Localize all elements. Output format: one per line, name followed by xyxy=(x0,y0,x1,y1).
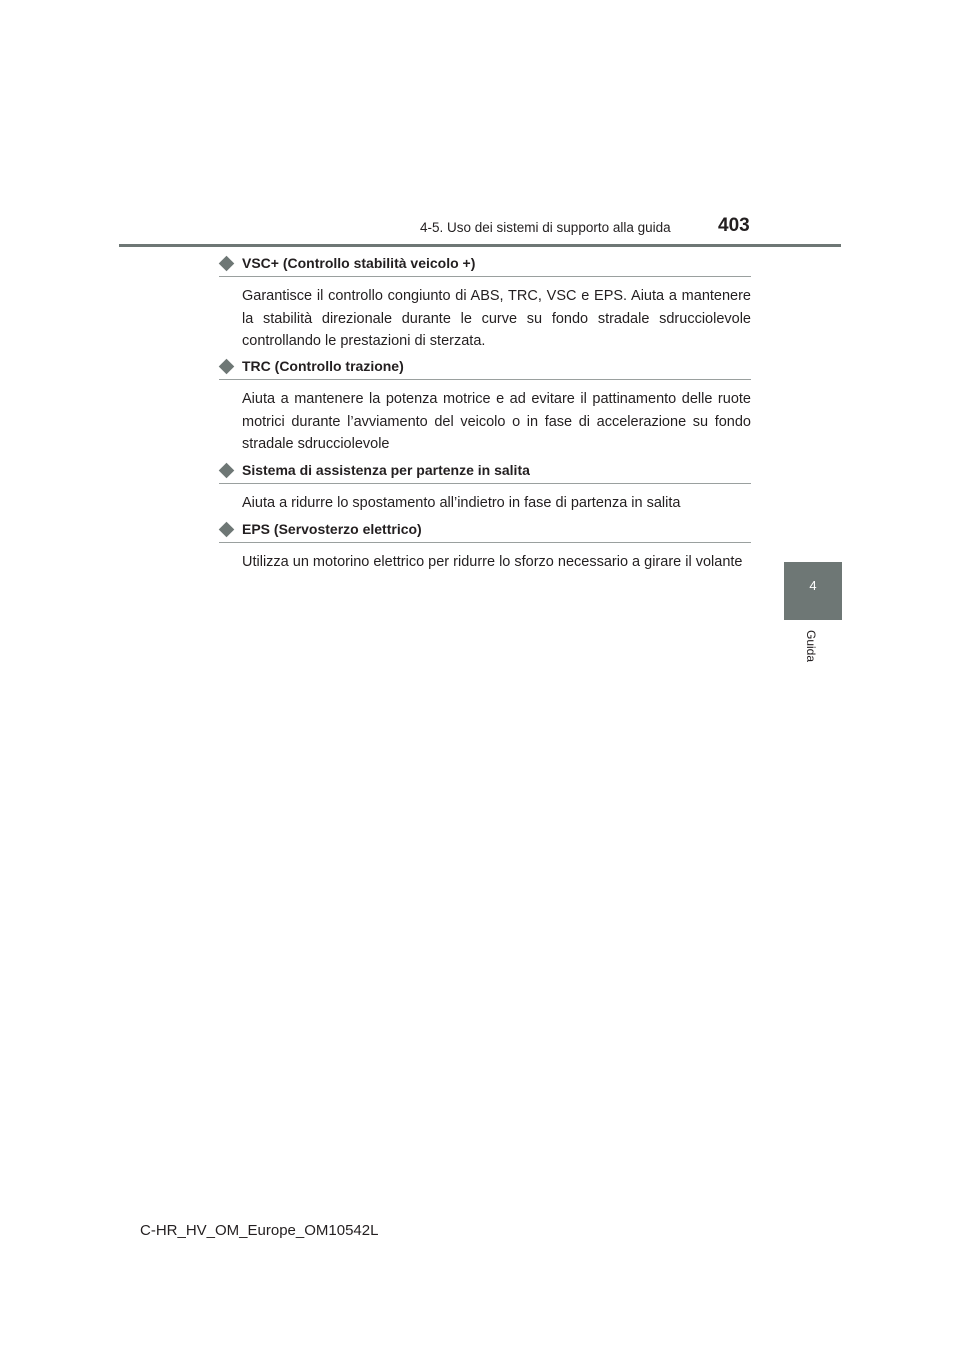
section-body: Garantisce il controllo congiunto di ABS, TRC, VSC e EPS. Aiuta a mantenere la stabilità direzionale durante le curve su fondo stradale sdrucciolevole controllando le prestazioni di sterzata. xyxy=(242,288,751,349)
document-code: C-HR_HV_OM_Europe_OM10542L xyxy=(140,1222,379,1239)
header-divider xyxy=(119,244,841,247)
section-header-title: 4-5. Uso dei sistemi di supporto alla guida xyxy=(420,220,671,235)
section-trc xyxy=(219,355,751,459)
main-content xyxy=(219,252,751,574)
section-heading xyxy=(219,355,751,380)
diamond-icon xyxy=(219,462,235,478)
section-heading-text: Sistema di assistenza per partenze in salita xyxy=(242,462,530,478)
section-heading xyxy=(219,459,751,484)
section-body: Aiuta a ridurre lo spostamento all’indietro in fase di partenza in salita xyxy=(242,495,681,511)
section-heading-text: VSC+ (Controllo stabilità veicolo +) xyxy=(242,255,476,271)
diamond-icon xyxy=(219,255,235,271)
page-number: 403 xyxy=(718,215,750,236)
chapter-tab xyxy=(784,562,842,620)
section-heading-text: TRC (Controllo trazione) xyxy=(242,358,404,374)
chapter-tab-label: Guida xyxy=(804,630,818,663)
chapter-tab-number: 4 xyxy=(809,578,817,593)
section-heading xyxy=(219,518,751,543)
section-vsc xyxy=(219,252,751,355)
section-heading xyxy=(219,252,751,277)
section-heading-text: EPS (Servosterzo elettrico) xyxy=(242,521,422,537)
section-eps xyxy=(219,518,751,574)
section-body: Aiuta a mantenere la potenza motrice e ad evitare il pattinamento delle ruote motrici durante l’avviamento del veicolo o in fase di accelerazione su fondo stradale sdrucciolevole xyxy=(242,391,751,452)
diamond-icon xyxy=(219,358,235,374)
section-body: Utilizza un motorino elettrico per ridurre lo sforzo necessario a girare il volante xyxy=(242,554,743,570)
section-hill-start xyxy=(219,459,751,518)
diamond-icon xyxy=(219,521,235,537)
